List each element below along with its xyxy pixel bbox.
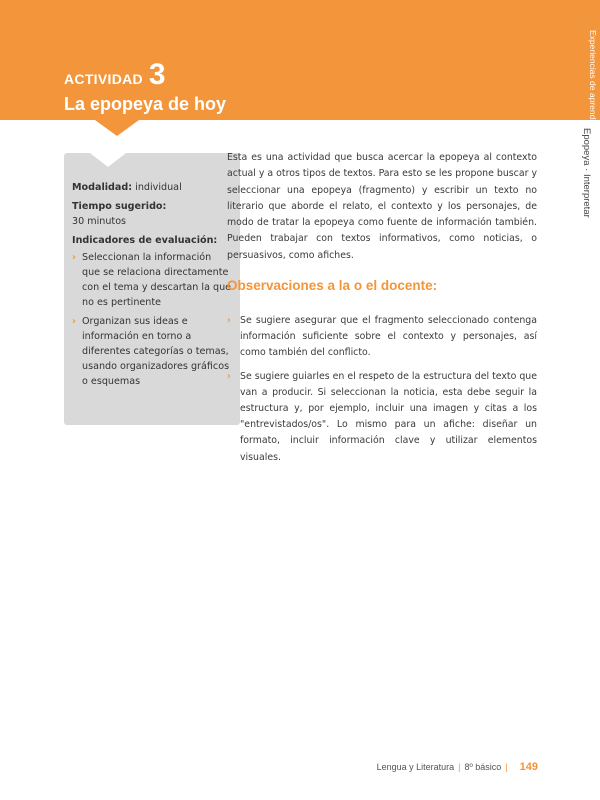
- bullet-icon: ›: [227, 370, 231, 382]
- activity-info-content: [72, 180, 232, 393]
- page-footer: [377, 761, 538, 773]
- info-box-notch: [90, 153, 126, 167]
- bullet-icon: ›: [72, 252, 76, 263]
- observation-item: [227, 313, 537, 362]
- observations-heading: Observaciones a la o el docente:: [227, 278, 438, 293]
- activity-title: La epopeya de hoy: [64, 94, 227, 114]
- bullet-icon: ›: [72, 316, 76, 327]
- bullet-icon: ›: [227, 315, 231, 326]
- activity-word: ACTIVIDAD: [64, 71, 143, 87]
- footer-separator: |: [458, 762, 461, 772]
- footer-subject: Lengua y Literatura: [376, 762, 455, 772]
- modalidad-value: individual: [135, 182, 182, 193]
- modalidad-row: [72, 180, 232, 195]
- activity-number: 3: [148, 58, 166, 91]
- indicador-text: Organizan sus ideas e información en torno a diferentes categorías o temas, usando organizadores gráficos o esquemas: [82, 316, 230, 387]
- tiempo-value: 30 minutos: [72, 216, 127, 227]
- observation-text: Se sugiere guiarles en el respeto de la estructura del texto que van a producir. Si seleccionan la noticia, esta debe seguir la estructura y, por ejemplo, incluir una imagen y citas a los "entrevistados/os". Lo mismo para un afiche: diseñar un formato, incluir información clave y utilizar elementos visuales.: [240, 370, 537, 463]
- indicadores-list: [72, 250, 232, 389]
- indicador-item: [72, 250, 232, 310]
- activity-label: [64, 60, 166, 90]
- indicador-text: Seleccionan la información que se relaciona directamente con el tema y descartan la que no es pertinente: [82, 252, 232, 308]
- header-notch: [95, 120, 139, 136]
- page-number: 149: [519, 761, 538, 773]
- activity-info-box: [64, 153, 240, 425]
- observations-list: [227, 313, 537, 473]
- footer-separator: |: [505, 762, 508, 772]
- modalidad-label: Modalidad:: [72, 182, 133, 193]
- intro-paragraph: Esta es una actividad que busca acercar la epopeya al contexto actual y a otros tipos de textos. Para esto se les propone buscar y seleccionar una epopeya (fragmento) y escribir un texto no literario que aborde el relato, el contexto y los personajes, de modo de tratar la epopeya como fuente de información también. Pueden trabajar con textos informativos, como noticias, o persuasivos, como afiches.: [227, 152, 537, 261]
- indicadores-label: Indicadores de evaluación:: [72, 235, 218, 246]
- section-tab-label: Experiencias de aprendizaje: [588, 30, 598, 137]
- topic-tab-label: Epopeya · Interpretar: [581, 128, 592, 218]
- indicador-item: [72, 314, 232, 389]
- observation-text: Se sugiere asegurar que el fragmento seleccionado contenga información suficiente sobre el contexto y personajes, así como también del conflicto.: [240, 315, 537, 359]
- footer-level: 8º básico: [464, 762, 502, 772]
- tiempo-label: Tiempo sugerido:: [72, 201, 167, 212]
- observation-item: [227, 369, 537, 466]
